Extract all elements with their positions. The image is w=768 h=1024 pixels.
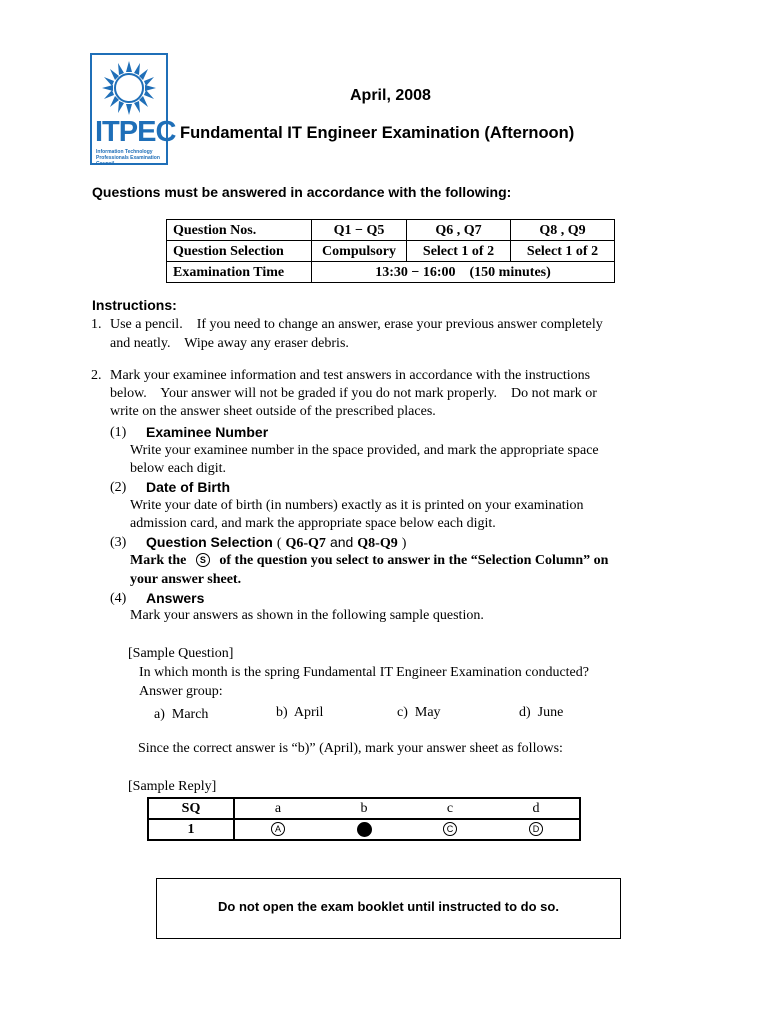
table-cell: Q6 , Q7 bbox=[407, 220, 511, 241]
answer-option: b) April bbox=[276, 705, 324, 720]
instruction-line: write on the answer sheet outside of the prescribed places. bbox=[110, 404, 436, 419]
answer-option: c) May bbox=[397, 705, 441, 720]
answer-group-label: Answer group: bbox=[139, 684, 223, 699]
item-number: 2. bbox=[91, 368, 102, 383]
sample-question-text: In which month is the spring Fundamental IT Engineer Examination conducted? bbox=[139, 665, 589, 680]
selection-instruction bbox=[130, 553, 608, 569]
sub-item-title: Examinee Number bbox=[146, 424, 269, 440]
table-cell bbox=[234, 819, 321, 840]
question-range: Q6-Q7 bbox=[285, 536, 326, 551]
table-cell: 13:30 − 16:00 (150 minutes) bbox=[312, 262, 615, 283]
item-number: 1. bbox=[91, 317, 102, 332]
table-header: SQ bbox=[148, 798, 234, 819]
table-row bbox=[148, 798, 580, 819]
instructions-heading: Instructions: bbox=[92, 297, 177, 313]
question-range: Q8-Q9 bbox=[357, 536, 398, 551]
selection-symbol-icon: S bbox=[196, 553, 210, 567]
table-row bbox=[167, 262, 615, 283]
mark-suffix: of the question you select to answer in the “Selection Column” on bbox=[219, 553, 609, 569]
table-cell: Examination Time bbox=[167, 262, 312, 283]
sub-item-number: (3) bbox=[110, 535, 127, 550]
sub-item-title: Date of Birth bbox=[146, 479, 230, 495]
exam-title: Fundamental IT Engineer Examination (Afternoon) bbox=[180, 124, 575, 142]
sub-item-title-row bbox=[146, 534, 406, 552]
table-cell: Q1 − Q5 bbox=[312, 220, 407, 241]
instruction-line: Use a pencil. If you need to change an answer, erase your previous answer completely bbox=[110, 317, 603, 332]
question-schedule-table bbox=[166, 219, 615, 283]
paren-close: ) bbox=[401, 536, 407, 551]
sample-explanation: Since the correct answer is “b)” (April), mark your answer sheet as follows: bbox=[138, 741, 563, 756]
sub-item-number: (2) bbox=[110, 480, 127, 495]
table-header: b bbox=[321, 798, 407, 819]
logo-wordmark: ITPEC bbox=[95, 116, 176, 148]
answer-option: d) June bbox=[519, 705, 564, 720]
filled-answer-bubble-b bbox=[357, 822, 372, 837]
table-cell: 1 bbox=[148, 819, 234, 840]
sub-item-number: (1) bbox=[110, 425, 127, 440]
logo-subtitle: Information Technology Professionals Examination Council bbox=[96, 149, 160, 167]
sun-emblem-icon bbox=[98, 59, 160, 117]
table-cell bbox=[321, 819, 407, 840]
mark-prefix: Mark the bbox=[130, 553, 187, 569]
instruction-line: Write your date of birth (in numbers) exactly as it is printed on your examination bbox=[130, 498, 584, 513]
table-row bbox=[148, 819, 580, 840]
conjunction: and bbox=[329, 534, 354, 550]
sub-item-title: Question Selection bbox=[146, 534, 273, 550]
table-cell: Q8 , Q9 bbox=[511, 220, 615, 241]
exam-date: April, 2008 bbox=[350, 87, 431, 104]
sample-reply-table bbox=[147, 797, 581, 841]
table-cell: Compulsory bbox=[312, 241, 407, 262]
instruction-line: Mark your answers as shown in the following sample question. bbox=[130, 608, 484, 623]
sample-question-label: [Sample Question] bbox=[128, 646, 234, 661]
instruction-line: below. Your answer will not be graded if you do not mark properly. Do not mark or bbox=[110, 386, 597, 401]
table-header: c bbox=[407, 798, 493, 819]
table-cell: Question Nos. bbox=[167, 220, 312, 241]
sub-item-title: Answers bbox=[146, 590, 205, 606]
instruction-line: and neatly. Wipe away any eraser debris. bbox=[110, 336, 349, 351]
answer-bubble-c: C bbox=[443, 822, 457, 836]
table-header: d bbox=[493, 798, 580, 819]
paren-open: ( bbox=[276, 536, 282, 551]
table-cell: Question Selection bbox=[167, 241, 312, 262]
table-row bbox=[167, 220, 615, 241]
table-row bbox=[167, 241, 615, 262]
answer-bubble-a: A bbox=[271, 822, 285, 836]
table-cell bbox=[493, 819, 580, 840]
notice-box bbox=[156, 878, 621, 939]
sample-reply-label: [Sample Reply] bbox=[128, 779, 217, 794]
answer-option: a) March bbox=[154, 707, 209, 722]
answer-bubble-d: D bbox=[529, 822, 543, 836]
instruction-line: Write your examinee number in the space provided, and mark the appropriate space bbox=[130, 443, 599, 458]
instruction-line: Mark your examinee information and test answers in accordance with the instructions bbox=[110, 368, 591, 383]
instruction-line: below each digit. bbox=[130, 461, 227, 476]
notice-text: Do not open the exam booklet until instructed to do so. bbox=[218, 899, 559, 914]
table-cell: Select 1 of 2 bbox=[511, 241, 615, 262]
instruction-line: your answer sheet. bbox=[130, 572, 242, 587]
table-cell: Select 1 of 2 bbox=[407, 241, 511, 262]
table-cell bbox=[407, 819, 493, 840]
sub-item-number: (4) bbox=[110, 591, 127, 606]
itpec-logo bbox=[90, 53, 176, 167]
instruction-line: admission card, and mark the appropriate space below each digit. bbox=[130, 516, 496, 531]
intro-heading: Questions must be answered in accordance with the following: bbox=[92, 184, 512, 200]
table-header: a bbox=[234, 798, 321, 819]
